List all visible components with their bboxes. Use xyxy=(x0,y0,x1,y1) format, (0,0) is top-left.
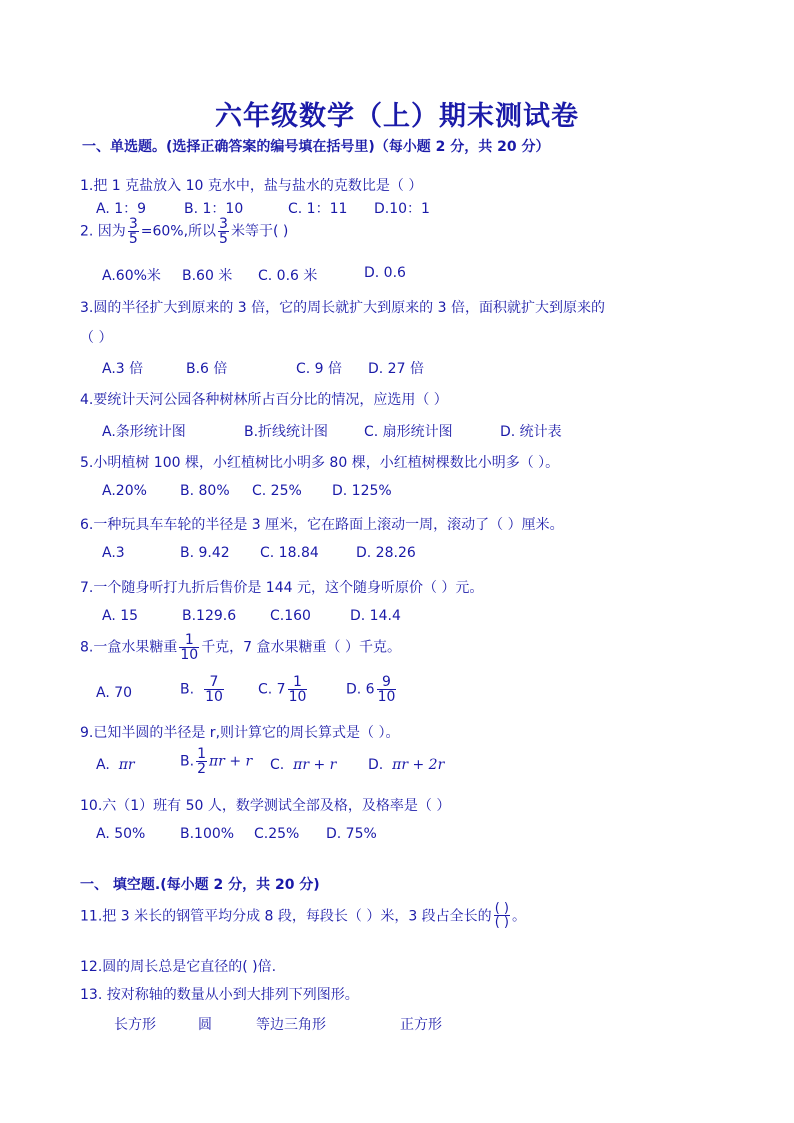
question-7: 7.一个随身听打九折后售价是 144 元，这个随身听原价（ ）元。 xyxy=(80,580,484,596)
q8-option-c[interactable]: C. 7 $\frac{1}{10}$ xyxy=(258,674,307,705)
section-fill-blank-heading: 一、 填空题.(每小题 2 分，共 20 分) xyxy=(80,877,320,893)
question-11 xyxy=(80,902,526,929)
q6-option-c[interactable]: C. 18.84 xyxy=(260,545,319,561)
q7-option-b[interactable]: B.129.6 xyxy=(182,608,237,624)
question-3-blank: （ ） xyxy=(80,330,113,346)
q6-option-b[interactable]: B. 9.42 xyxy=(180,545,230,561)
q2-option-a[interactable]: A.60%米 xyxy=(102,268,161,284)
q4-option-a[interactable]: A.条形统计图 xyxy=(102,424,186,440)
q9-option-b[interactable]: B. $\frac{1}{2}$ πr + r xyxy=(180,746,253,777)
q7-option-c[interactable]: C.160 xyxy=(270,608,311,624)
exam-title: 六年级数学（上）期末测试卷 xyxy=(215,101,579,132)
q3-option-d[interactable]: D. 27 倍 xyxy=(368,361,424,377)
question-12: 12.圆的周长总是它直径的( )倍. xyxy=(80,959,277,975)
q1-option-a[interactable]: A. 1：9 xyxy=(96,201,147,217)
q2-fraction-1: $\frac{3}{5}$ xyxy=(128,216,138,247)
q9-option-c[interactable]: C. πr + r xyxy=(270,757,337,773)
question-4: 4.要统计天河公园各种树林所占百分比的情况，应选用（ ） xyxy=(80,392,448,408)
question-5: 5.小明植树 100 棵，小红植树比小明多 80 棵，小红植树棵数比小明多（ ）。 xyxy=(80,455,560,471)
q8-option-d[interactable]: D. 6 $\frac{9}{10}$ xyxy=(346,674,396,705)
q11-text: 11.把 3 米长的钢管平均分成 8 段，每段长（ ）米，3 段占全长的 xyxy=(80,908,492,925)
q1-option-b[interactable]: B. 1：10 xyxy=(184,201,244,217)
q3-option-a[interactable]: A.3 倍 xyxy=(102,361,144,377)
q9-option-b-fraction: $\frac{1}{2}$ xyxy=(197,746,206,777)
q4-option-b[interactable]: B.折线统计图 xyxy=(244,424,329,440)
q8-suffix: 千克，7 盒水果糖重（ ）千克。 xyxy=(201,639,401,656)
q1-option-c[interactable]: C. 1：11 xyxy=(288,201,348,217)
question-2 xyxy=(80,217,288,246)
q3-option-c[interactable]: C. 9 倍 xyxy=(296,361,343,377)
q8-fraction: $\frac{1}{10}$ xyxy=(180,632,199,663)
question-3: 3.圆的半径扩大到原来的 3 倍，它的周长就扩大到原来的 3 倍，面积就扩大到原来的 xyxy=(80,300,605,316)
q2-option-b[interactable]: B.60 米 xyxy=(182,268,233,284)
q1-option-d[interactable]: D.10：1 xyxy=(374,201,430,217)
q8-option-d-fraction: $\frac{9}{10}$ xyxy=(377,674,396,705)
q5-option-b[interactable]: B. 80% xyxy=(180,483,230,499)
q10-option-d[interactable]: D. 75% xyxy=(326,826,377,842)
q10-option-c[interactable]: C.25% xyxy=(254,826,300,842)
q8-option-b[interactable]: B. $\frac{7}{10}$ xyxy=(180,674,223,705)
q6-option-a[interactable]: A.3 xyxy=(102,545,125,561)
question-6: 6.一种玩具车车轮的半径是 3 厘米，它在路面上滚动一周，滚动了（ ）厘米。 xyxy=(80,517,564,533)
q8-option-b-fraction: $\frac{7}{10}$ xyxy=(205,674,223,705)
q2-prefix: 2. 因为 xyxy=(80,223,126,240)
q8-option-a[interactable]: A. 70 xyxy=(96,685,133,701)
q8-prefix: 8.一盒水果糖重 xyxy=(80,639,178,656)
q10-option-a[interactable]: A. 50% xyxy=(96,826,146,842)
q9-option-a[interactable]: A. πr xyxy=(96,757,135,773)
shape-rectangle: 长方形 xyxy=(114,1017,156,1033)
shape-square: 正方形 xyxy=(400,1017,442,1033)
q7-option-d[interactable]: D. 14.4 xyxy=(350,608,401,624)
q9-option-d[interactable]: D. πr + 2r xyxy=(368,757,445,773)
q4-option-c[interactable]: C. 扇形统计图 xyxy=(364,424,453,440)
q6-option-d[interactable]: D. 28.26 xyxy=(356,545,416,561)
q2-middle: =60%,所以 xyxy=(140,223,217,240)
question-13: 13. 按对称轴的数量从小到大排列下列图形。 xyxy=(80,987,359,1003)
q10-option-b[interactable]: B.100% xyxy=(180,826,235,842)
q2-option-d[interactable]: D. 0.6 xyxy=(364,265,406,281)
q5-option-d[interactable]: D. 125% xyxy=(332,483,392,499)
shape-circle: 圆 xyxy=(198,1017,212,1033)
q11-period: 。 xyxy=(511,908,526,925)
question-10: 10.六（1）班有 50 人，数学测试全部及格，及格率是（ ） xyxy=(80,798,451,814)
q5-option-a[interactable]: A.20% xyxy=(102,483,147,499)
q5-option-c[interactable]: C. 25% xyxy=(252,483,302,499)
q7-option-a[interactable]: A. 15 xyxy=(102,608,139,624)
question-8 xyxy=(80,633,401,662)
question-1: 1.把 1 克盐放入 10 克水中，盐与盐水的克数比是（ ） xyxy=(80,178,423,194)
shape-equilateral-triangle: 等边三角形 xyxy=(256,1017,326,1033)
q3-option-b[interactable]: B.6 倍 xyxy=(186,361,228,377)
q4-option-d[interactable]: D. 统计表 xyxy=(500,424,562,440)
q2-suffix: 米等于( ) xyxy=(230,223,289,240)
q2-option-c[interactable]: C. 0.6 米 xyxy=(258,268,318,284)
question-9: 9.已知半圆的半径是 r,则计算它的周长算式是（ ）。 xyxy=(80,725,400,741)
section-single-choice-heading: 一、单选题。(选择正确答案的编号填在括号里)（每小题 2 分，共 20 分） xyxy=(82,139,550,155)
q2-fraction-2: $\frac{3}{5}$ xyxy=(219,216,228,247)
q11-fraction-blank[interactable]: $\frac{( )}{( )}$ xyxy=(494,901,509,930)
q8-option-c-fraction: $\frac{1}{10}$ xyxy=(288,674,307,705)
